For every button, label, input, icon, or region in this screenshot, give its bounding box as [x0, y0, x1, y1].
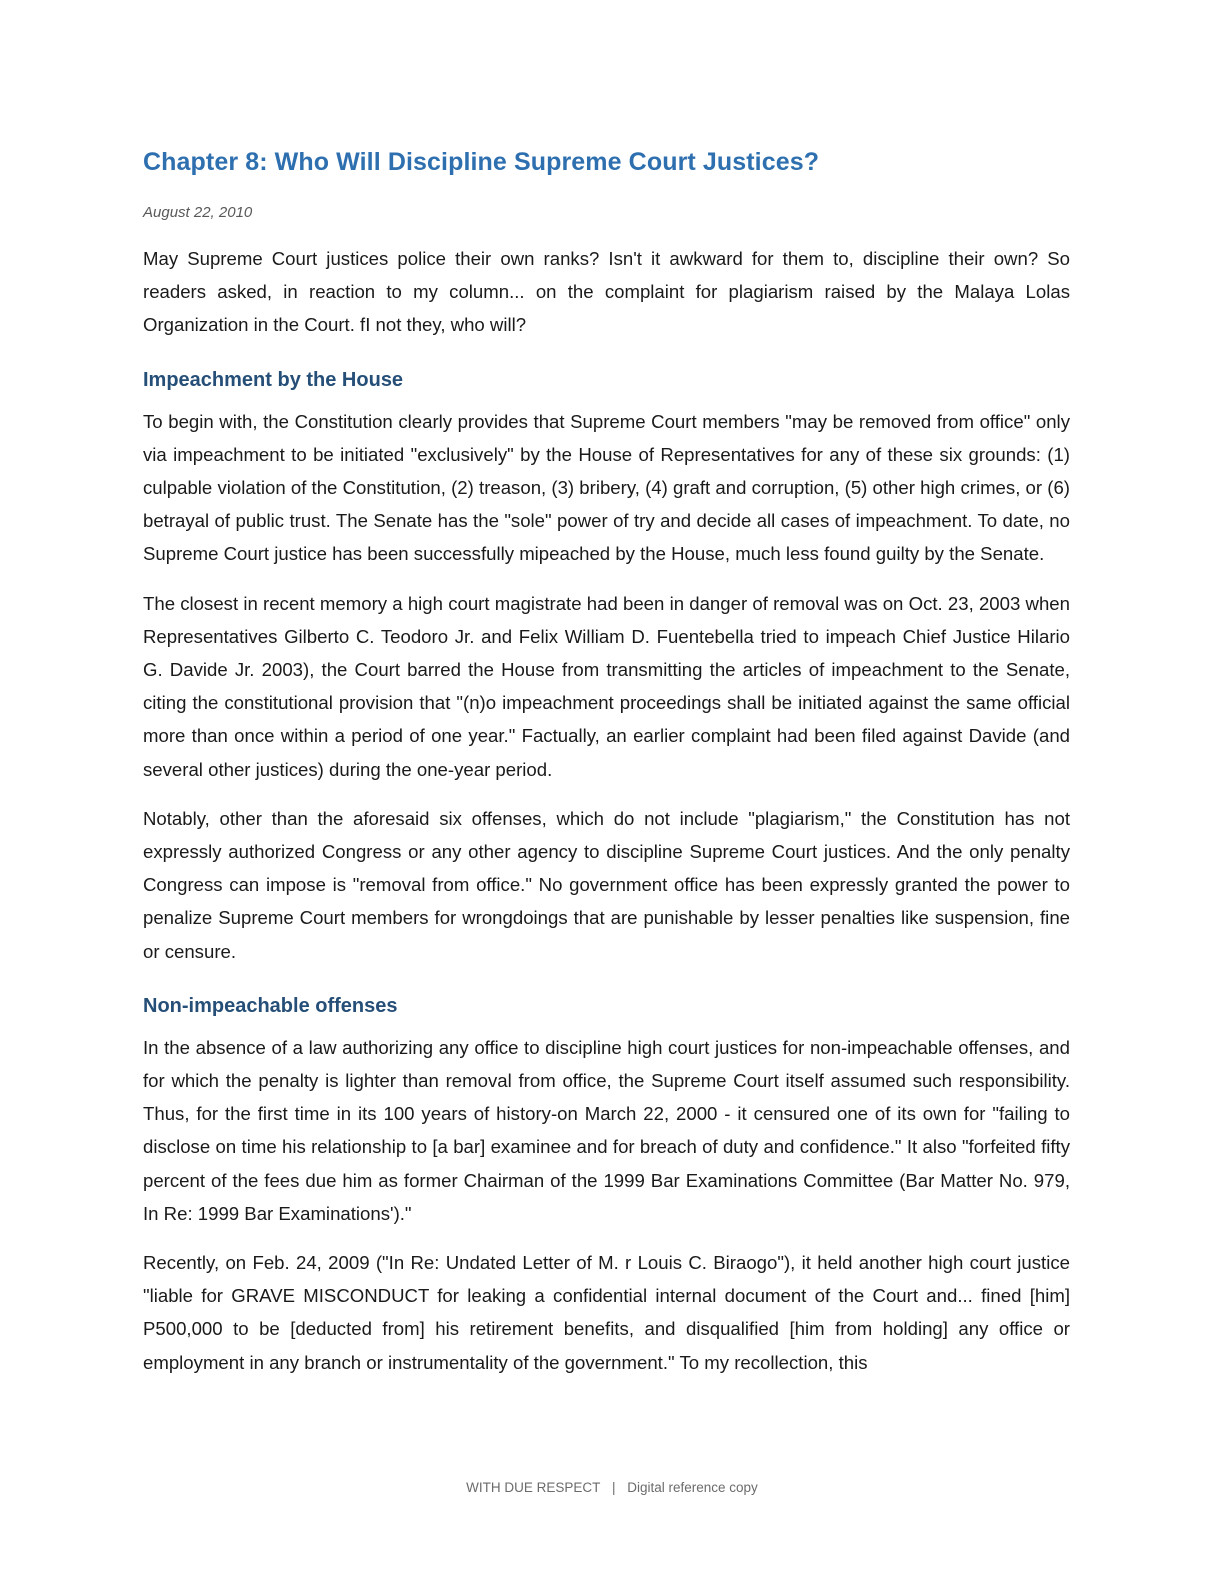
section-impeachment: [143, 365, 1070, 968]
section-heading: Non-impeachable offenses: [143, 994, 398, 1017]
footer-separator: |: [611, 1480, 616, 1495]
section-heading: Impeachment by the House: [143, 368, 404, 391]
document-page: [143, 140, 1070, 1379]
footer-book-title: WITH DUE RESPECT: [466, 1480, 601, 1495]
chapter-title: Chapter 8: Who Will Discipline Supreme Court Justices?: [143, 148, 820, 176]
body-paragraph: Recently, on Feb. 24, 2009 ("In Re: Undated Letter of M. r Louis C. Biraogo"), it held another high court justice "liable for GRAVE MISCONDUCT for leaking a confidential internal document of the Court and... fined [him] P500,000 to be [deducted from] his retirement benefits, and disqualified [him from holding] any office or employment in any branch or instrumentality of the government." To my recollection, this: [143, 1252, 1070, 1373]
section-non-impeachable: [143, 991, 1070, 1379]
publication-date: August 22, 2010: [143, 204, 253, 221]
body-paragraph: The closest in recent memory a high court magistrate had been in danger of removal was on Oct. 23, 2003 when Representatives Gilberto C. Teodoro Jr. and Felix William D. Fuentebella tried to impeach Chief Justice Hilario G. Davide Jr. 2003), the Court barred the House from transmitting the articles of impeachment to the Senate, citing the constitutional provision that "(n)o impeachment proceedings shall be initiated against the same official more than once within a period of one year." Factually, an earlier complaint had been filed against Davide (and several other justices) during the one-year period.: [143, 592, 1070, 780]
body-paragraph: To begin with, the Constitution clearly provides that Supreme Court members "may be removed from office" only via impeachment to be initiated "exclusively" by the House of Representatives for any of these six grounds: (1) culpable violation of the Constitution, (2) treason, (3) bribery, (4) graft and corruption, (5) other high crimes, or (6) betrayal of public trust. The Senate has the "sole" power of try and decide all cases of impeachment. To date, no Supreme Court justice has been successfully mipeached by the House, much less found guilty by the Senate.: [143, 410, 1070, 565]
page-footer: [0, 1478, 1224, 1498]
footer-copy-note: Digital reference copy: [627, 1480, 758, 1495]
intro-paragraph: May Supreme Court justices police their own ranks? Isn't it awkward for them to, discipline their own? So readers asked, in reaction to my column... on the complaint for plagiarism raised by the Malaya Lolas Organization in the Court. fI not they, who will?: [143, 248, 1070, 336]
body-paragraph: Notably, other than the aforesaid six offenses, which do not include "plagiarism," the Constitution has not expressly authorized Congress or any other agency to discipline Supreme Court justices. And the only penalty Congress can impose is "removal from office." No government office has been expressly granted the power to penalize Supreme Court members for wrongdoings that are punishable by lesser penalties like suspension, fine or censure.: [143, 807, 1070, 962]
body-paragraph: In the absence of a law authorizing any office to discipline high court justices for non-impeachable offenses, and for which the penalty is lighter than removal from office, the Supreme Court itself assumed such responsibility. Thus, for the first time in its 100 years of history-on March 22, 2000 - it censured one of its own for "failing to disclose on time his relationship to [a bar] examinee and for breach of duty and confidence." It also "forfeited fifty percent of the fees due him as former Chairman of the 1999 Bar Examinations Committee (Bar Matter No. 979, In Re: 1999 Bar Examinations').": [143, 1036, 1070, 1224]
